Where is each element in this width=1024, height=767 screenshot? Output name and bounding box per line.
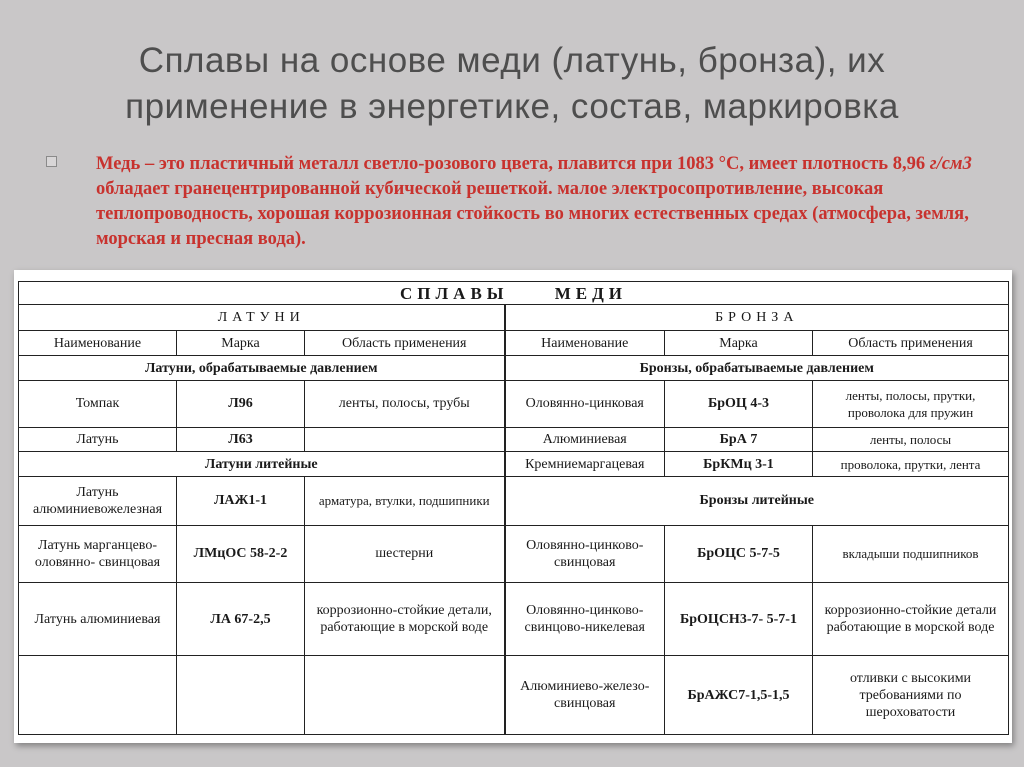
intro-text-part1: Медь – это пластичный металл светло-розового цвета, плавится при 1083 °С, имеет плотность 8,96 xyxy=(96,154,930,174)
section-brass-pressed: Латуни, обрабатываемые давлением xyxy=(19,356,505,380)
cell-mark: Л63 xyxy=(177,427,305,451)
cell-mark: БрАЖС7-1,5-1,5 xyxy=(665,656,813,735)
cell-name: Алюминиевая xyxy=(505,427,665,451)
cell-use xyxy=(305,427,505,451)
cell-mark: ЛА 67-2,5 xyxy=(177,582,305,655)
cell-use xyxy=(305,656,505,735)
cell-use: ленты, полосы xyxy=(813,427,1009,451)
cell-name xyxy=(19,656,177,735)
cell-mark: ЛМцОС 58-2-2 xyxy=(177,525,305,582)
cell-name: Латунь алюминиевожелезная xyxy=(19,476,177,525)
table-row xyxy=(19,656,1009,735)
header-name-right: Наименование xyxy=(505,330,665,356)
header-use-left: Область применения xyxy=(305,330,505,356)
cell-name: Латунь алюминиевая xyxy=(19,582,177,655)
slide-title-line2: применение в энергетике, состав, маркировка xyxy=(125,87,899,126)
table-row xyxy=(19,525,1009,582)
cell-mark: ЛАЖ1-1 xyxy=(177,476,305,525)
cell-use: коррозионно-стойкие детали, работающие в морской воде xyxy=(305,582,505,655)
cell-mark: Л96 xyxy=(177,380,305,427)
cell-use: ленты, полосы, трубы xyxy=(305,380,505,427)
cell-use: вкладыши подшипников xyxy=(813,525,1009,582)
cell-mark: БрОЦС 5-7-5 xyxy=(665,525,813,582)
intro-text-part2: обладает гранецентрированной кубической решеткой. малое электросопротивление, высокая теплопроводность, хорошая коррозионная стойкость во многих естественных средах (атмосфера, земля, морская и пресная вода). xyxy=(96,179,969,249)
intro-text xyxy=(96,152,996,252)
cell-mark: БрОЦ 4-3 xyxy=(665,380,813,427)
square-bullet-icon xyxy=(46,156,57,167)
cell-mark xyxy=(177,656,305,735)
group-brass: ЛАТУНИ xyxy=(19,305,505,331)
header-mark-left: Марка xyxy=(177,330,305,356)
table-row xyxy=(19,452,1009,476)
table-row xyxy=(19,476,1009,525)
cell-use: отливки с высокими требованиями по шероховатости xyxy=(813,656,1009,735)
header-name-left: Наименование xyxy=(19,330,177,356)
density-unit: г/см3 xyxy=(929,154,972,174)
alloys-table-frame xyxy=(14,270,1012,743)
cell-mark: БрА 7 xyxy=(665,427,813,451)
header-use-right: Область применения xyxy=(813,330,1009,356)
cell-use: арматура, втулки, подшипники xyxy=(305,476,505,525)
cell-name: Алюминиево-железо-свинцовая xyxy=(505,656,665,735)
table-title: СПЛАВЫ МЕДИ xyxy=(19,282,1009,305)
cell-use: проволока, прутки, лента xyxy=(813,452,1009,476)
cell-use: коррозионно-стойкие детали работающие в морской воде xyxy=(813,582,1009,655)
cell-name: Кремниемаргацевая xyxy=(505,452,665,476)
cell-mark: БрКМц 3-1 xyxy=(665,452,813,476)
intro-bullet xyxy=(46,152,996,252)
table-row xyxy=(19,582,1009,655)
cell-use: шестерни xyxy=(305,525,505,582)
table-row xyxy=(19,380,1009,427)
copper-alloys-table xyxy=(18,281,1009,735)
cell-mark: БрОЦСН3-7- 5-7-1 xyxy=(665,582,813,655)
cell-name: Латунь марганцево-оловянно- свинцовая xyxy=(19,525,177,582)
cell-name: Латунь xyxy=(19,427,177,451)
cell-name: Оловянно-цинково-свинцовая xyxy=(505,525,665,582)
slide-title xyxy=(0,38,1024,130)
group-bronze: БРОНЗА xyxy=(505,305,1009,331)
cell-name: Оловянно-цинковая xyxy=(505,380,665,427)
cell-name: Томпак xyxy=(19,380,177,427)
cell-name: Оловянно-цинково-свинцово-никелевая xyxy=(505,582,665,655)
cell-use: ленты, полосы, прутки, проволока для пружин xyxy=(813,380,1009,427)
table-row xyxy=(19,427,1009,451)
header-mark-right: Марка xyxy=(665,330,813,356)
section-bronze-cast: Бронзы литейные xyxy=(505,476,1009,525)
section-bronze-pressed: Бронзы, обрабатываемые давлением xyxy=(505,356,1009,380)
section-brass-cast: Латуни литейные xyxy=(19,452,505,476)
slide-title-line1: Сплавы на основе меди (латунь, бронза), их xyxy=(138,41,886,80)
